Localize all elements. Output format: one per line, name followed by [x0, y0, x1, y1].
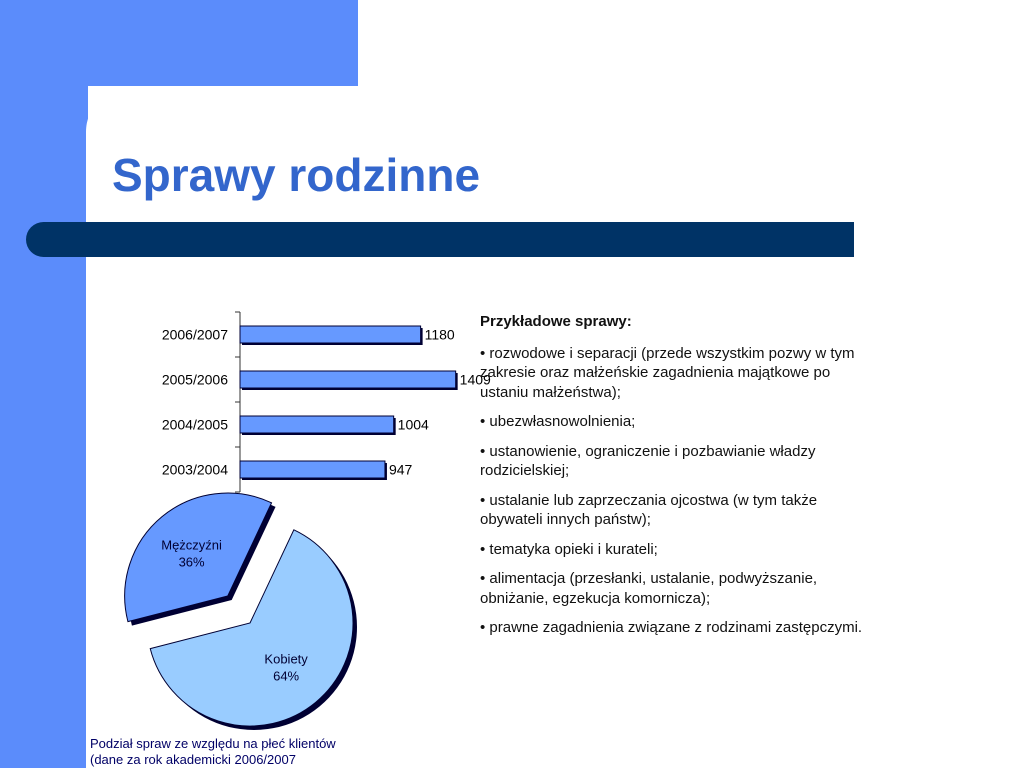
list-item: • rozwodowe i separacji (przede wszystkim pozwy w tym zakresie oraz małżeńskie zagadnienia majątkowe po ustaniu małżeństwa); [480, 344, 855, 401]
caption-line-2: (dane za rok akademicki 2006/2007 [90, 752, 296, 768]
y-tick-label: 2003/2004 [161, 461, 228, 478]
data-label: 1004 [397, 416, 429, 433]
list-item: • alimentacja (przesłanki, ustalanie, podwyższanie, obniżanie, egzekucja komornicza); [480, 570, 818, 607]
y-tick-label: 2004/2005 [161, 416, 228, 433]
pie-slice-value: 64% [273, 668, 300, 684]
pie-caption [90, 736, 336, 769]
list-item: • ustalanie lub zaprzeczania ojcostwa (w tym także obywateli innych państw); [480, 491, 818, 528]
list-item: • ustanowienie, ograniczenie i pozbawianie władzy rodzicielskiej; [480, 442, 816, 479]
y-tick-label: 2005/2006 [161, 371, 228, 388]
data-label: 947 [388, 461, 413, 478]
text-panel [480, 312, 870, 648]
data-label: 1409 [459, 371, 491, 388]
data-label: 1180 [424, 326, 455, 343]
list-item: • ubezwłasnowolnienia; [480, 413, 636, 430]
y-tick-label: 2006/2007 [161, 326, 228, 343]
caption-line-1: Podział spraw ze względu na płeć klientów [90, 736, 336, 751]
pie-slice-label: Mężczyźni [161, 537, 222, 553]
list-item: • prawne zagadnienia związane z rodzinami zastępczymi. [480, 619, 863, 636]
pie-slice-value: 36% [178, 554, 205, 570]
pie-slice-label: Kobiety [264, 651, 308, 667]
slide-title: Sprawy rodzinne [112, 149, 481, 201]
list-item: • tematyka opieki i kurateli; [480, 540, 658, 558]
text-panel-heading: Przykładowe sprawy: [480, 313, 632, 330]
